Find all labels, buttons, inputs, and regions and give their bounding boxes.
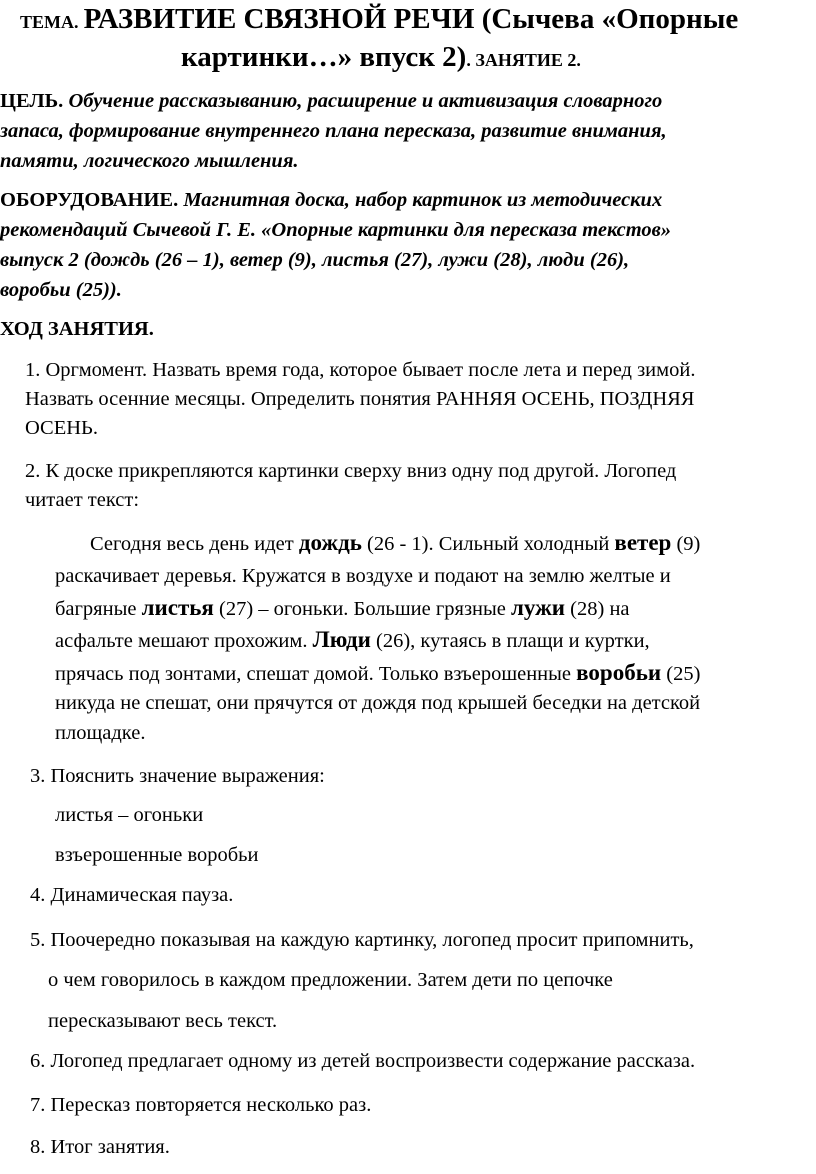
story-text: ). Сильный холодный [421,533,615,555]
step6-line: 6. Логопед предлагает одному из детей воспроизвести содержание рассказа. [30,1050,696,1072]
story-text: прячась под зонтами, спешат домой. Только взъерошенные [55,663,577,685]
story-line-7: площадке. [55,722,146,744]
expression-1: листья – огоньки [55,804,204,826]
story-text: (27) – огоньки. Большие грязные [213,598,512,620]
story-text: багряные [55,598,142,620]
story-text: Сегодня весь день идет [90,533,299,555]
story-line-4 [55,627,650,654]
progress-heading: ХОД ЗАНЯТИЯ. [0,318,154,340]
equipment-text-2: рекомендаций Сычевой Г. Е. «Опорные картинки для пересказа текстов» [0,219,672,241]
story-number: 26 - 1 [373,533,422,555]
step5-line-2: о чем говорилось в каждом предложении. Затем дети по цепочке [48,969,613,991]
step7-line: 7. Пересказ повторяется несколько раз. [30,1094,372,1116]
title-main-1: РАЗВИТИЕ СВЯЗНОЙ РЕЧИ (Сычева «Опорные [83,3,739,35]
tema-label: ТЕМА. [20,12,79,32]
goal-text-1: Обучение рассказыванию, расширение и активизация словарного [68,90,663,112]
story-text: ( [370,630,383,652]
title-line-2 [181,40,581,77]
step1-line-3: ОСЕНЬ. [25,417,98,439]
equipment-text-3: выпуск 2 (дождь (26 – 1), ветер (9), листья (27), лужи (28), люди (26), [0,249,630,271]
story-text: (9) [671,533,701,555]
story-line-6: никуда не спешат, они прячутся от дождя под крышей беседки на детской [55,692,701,714]
keyword-people: Люди [312,627,371,652]
story-text: (28) на [565,598,630,620]
story-line-2: раскачивает деревья. Кружатся в воздухе и подают на землю желтые и [55,565,671,587]
story-text: асфальте мешают прохожим. [55,630,313,652]
goal-text-3: памяти, логического мышления. [0,150,299,172]
step3-line: 3. Пояснить значение выражения: [30,765,325,787]
story-line-5 [55,660,700,687]
title-main-2: картинки…» впуск 2) [181,41,467,73]
story-number: 26 [382,630,404,652]
keyword-rain: дождь [298,530,362,555]
keyword-puddles: лужи [511,595,566,620]
step1-line-1: 1. Оргмомент. Назвать время года, которое бывает после лета и перед зимой. [25,359,696,381]
keyword-wind: ветер [614,530,672,555]
lesson-label: . ЗАНЯТИЕ 2. [466,50,581,70]
step2-line-2: читает текст: [25,489,140,511]
step2-line-1: 2. К доске прикрепляются картинки сверху вниз одну под другой. Логопед [25,460,677,482]
step5-line-1: 5. Поочередно показывая на каждую картинку, логопед просит припомнить, [30,929,694,951]
goal-label: ЦЕЛЬ. [0,90,64,112]
story-line-3 [55,595,630,622]
goal-line-1 [0,88,662,114]
goal-text-2: запаса, формирование внутреннего плана пересказа, развитие внимания, [0,120,667,142]
keyword-sparrows: воробьи [576,660,662,685]
equipment-text-4: воробьи (25)). [0,279,122,301]
equipment-text-1: Магнитная доска, набор картинок из методических [183,189,663,211]
story-line-1 [90,530,700,557]
story-text: (25) [661,663,701,685]
story-text: ), кутаясь в плащи и куртки, [403,630,650,652]
step5-line-3: пересказывают весь текст. [48,1010,278,1032]
step8-line: 8. Итог занятия. [30,1136,170,1158]
step4-line: 4. Динамическая пауза. [30,884,234,906]
expression-2: взъерошенные воробьи [55,844,259,866]
step1-line-2: Назвать осенние месяцы. Определить понятия РАННЯЯ ОСЕНЬ, ПОЗДНЯЯ [25,388,695,410]
keyword-leaves: листья [141,595,214,620]
title-line-1 [20,2,738,39]
equipment-line-1 [0,187,662,213]
story-text: ( [361,533,374,555]
equipment-label: ОБОРУДОВАНИЕ. [0,189,179,211]
